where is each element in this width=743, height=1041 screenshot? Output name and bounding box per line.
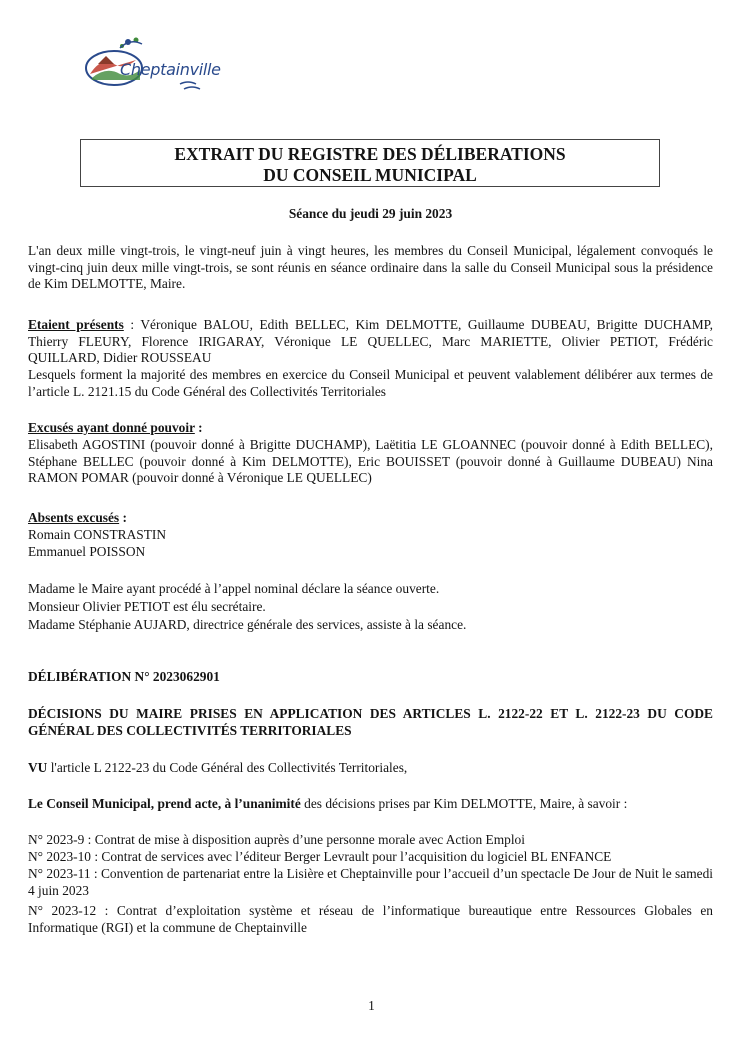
present-sep: : [123, 317, 141, 332]
absent-name: Romain CONSTRASTIN [28, 527, 167, 542]
decision-item: N° 2023-10 : Contrat de services avec l’éditeur Berger Levrault pour l’acquisition du logiciel BL ENFANCE [28, 849, 612, 864]
deliberation-subject: DÉCISIONS DU MAIRE PRISES EN APPLICATION DES ARTICLES L. 2122-22 ET L. 2122-23 DU CODE GÉNÉRAL DES COLLECTIVITÉS TERRITORIALES [28, 706, 713, 738]
session-date: Séance du jeudi 29 juin 2023 [288, 206, 453, 221]
absents-label: Absents excusés [28, 510, 120, 525]
decision-bold: Le Conseil Municipal, prend acte, à l’unanimité [28, 796, 301, 811]
logo-text: Cheptainville [120, 60, 221, 79]
cheptainville-logo [84, 34, 244, 96]
decision-statement [28, 796, 713, 813]
present-label: Etaient présents [28, 317, 124, 332]
opening-line: Madame Stéphanie AUJARD, directrice générale des services, assiste à la séance. [28, 617, 467, 632]
page-number: 1 [368, 998, 375, 1013]
intro-paragraph: L'an deux mille vingt-trois, le vingt-neuf juin à vingt heures, les membres du Conseil Municipal, légalement convoqués le vingt-cinq juin deux mille vingt-trois, se sont réunis en séance ordinaire dans la salle du Conseil Municipal sous la présidence de Kim DELMOTTE, Maire. [28, 243, 713, 292]
opening-line: Monsieur Olivier PETIOT est élu secrétaire. [28, 599, 266, 614]
excused-proxy-label: Excusés ayant donné pouvoir [28, 420, 195, 435]
decision-item: N° 2023-9 : Contrat de mise à disposition auprès d’une personne morale avec Action Emploi [28, 832, 525, 847]
document-title-box [80, 139, 660, 187]
vu-label: VU [28, 760, 48, 775]
vu-text: l'article L 2122-23 du Code Général des Collectivités Territoriales, [47, 760, 408, 775]
absents-heading [28, 510, 713, 527]
excused-proxy-list: Elisabeth AGOSTINI (pouvoir donné à Brigitte DUCHAMP), Laëtitia LE GLOANNEC (pouvoir donné à Edith BELLEC), Stéphane BELLEC (pouvoir donné à Kim DELMOTTE), Eric BOUISSET (pouvoir donné à Guillaume DUBEAU) Nina RAMON POMAR (pouvoir donné à Véronique LE QUELLEC) [28, 437, 713, 486]
present-members [28, 317, 713, 367]
deliberation-number: DÉLIBÉRATION N° 2023062901 [28, 669, 220, 684]
absent-name: Emmanuel POISSON [28, 544, 146, 559]
decision-item: N° 2023-12 : Contrat d’exploitation système et réseau de l’informatique bureautique entre Ressources Globales en Informatique (RGI) et la commune de Cheptainville [28, 903, 713, 935]
title-line-1: EXTRAIT DU REGISTRE DES DÉLIBERATIONS [174, 144, 566, 164]
quorum-statement: Lesquels forment la majorité des membres en exercice du Conseil Municipal et peuvent valablement délibérer aux termes de l’article L. 2121.15 du Code Général des Collectivités Territoriales [28, 367, 713, 399]
present-names: Véronique BALOU, Edith BELLEC, Kim DELMOTTE, Guillaume DUBEAU, Brigitte DUCHAMP, Thierry FLEURY, Florence IRIGARAY, Véronique LE QUELLEC, Marc MARIETTE, Olivier PETIOT, Frédéric QUILLARD, Didier ROUSSEAU [28, 317, 713, 366]
decision-rest: des décisions prises par Kim DELMOTTE, Maire, à savoir : [300, 796, 628, 811]
excused-proxy-heading [28, 420, 713, 437]
vu-clause [28, 760, 713, 777]
absents-sep: : [119, 510, 127, 525]
excused-proxy-sep: : [194, 420, 203, 435]
title-line-2: DU CONSEIL MUNICIPAL [263, 165, 477, 185]
opening-line: Madame le Maire ayant procédé à l’appel nominal déclare la séance ouverte. [28, 581, 440, 596]
decision-item: N° 2023-11 : Convention de partenariat entre la Lisière et Cheptainville pour l’accueil d’un spectacle De Jour de Nuit le samedi 4 juin 2023 [28, 866, 713, 898]
